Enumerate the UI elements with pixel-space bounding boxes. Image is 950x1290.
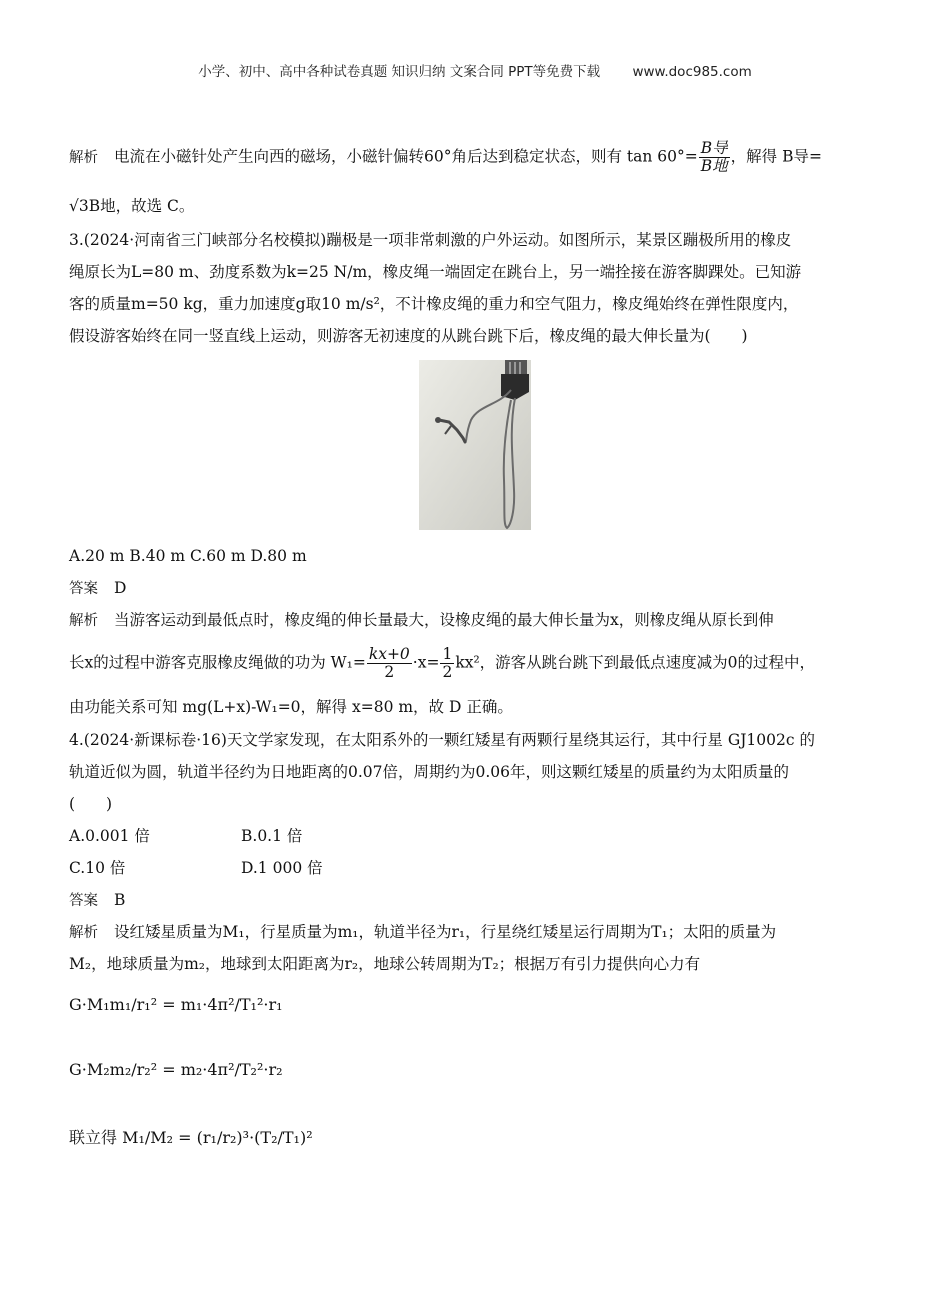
- q4-option-b: B.0.1 倍: [241, 827, 303, 845]
- q3-answer-value: D: [114, 579, 127, 597]
- q2-fraction: [699, 140, 730, 175]
- bungee-photo: [419, 360, 531, 530]
- page-header: [0, 60, 950, 80]
- q3-answer: [69, 572, 884, 605]
- analysis-label: 解析: [69, 613, 98, 629]
- q3-analysis-line3: 由功能关系可知 mg(L+x)-W₁=0，解得 x=80 m，故 D 正确。: [69, 698, 513, 716]
- q3-analysis-a2-mid: ·x=: [412, 653, 440, 672]
- q3-line2: 绳原长为L=80 m、劲度系数为k=25 N/m，橡皮绳一端固定在跳台上，另一端拴接在游客脚踝处。已知游: [69, 263, 802, 281]
- q3-analysis-line2: [69, 646, 884, 681]
- q4-options-row2: [69, 852, 884, 884]
- q2-analysis-line2: [69, 190, 884, 222]
- q4-line2: 轨道近似为圆，轨道半径约为日地距离的0.07倍，周期约为0.06年，则这颗红矮星的质量约为太阳质量的: [69, 763, 790, 781]
- analysis-label: 解析: [69, 149, 98, 166]
- equation-1: G·M₁m₁/r₁² = m₁·4π²/T₁²·r₁: [69, 995, 283, 1014]
- q2-analysis-text-a: 电流在小磁针处产生向西的磁场，小磁针偏转60°角后达到稳定状态，则有 tan 60°=: [114, 147, 698, 166]
- q3-stem: [69, 224, 884, 352]
- header-site: www.doc985.com: [632, 64, 752, 80]
- q3-line3: 客的质量m=50 kg，重力加速度g取10 m/s²，不计橡皮绳的重力和空气阻力，橡皮绳始终在弹性限度内，: [69, 295, 799, 313]
- q2-analysis: [69, 140, 884, 175]
- q4-answer: [69, 884, 884, 917]
- q4-analysis-line2: M₂，地球质量为m₂，地球到太阳距离为r₂，地球公转周期为T₂；根据万有引力提供向心力有: [69, 955, 701, 973]
- q4-option-c: C.10 倍: [69, 859, 126, 877]
- equation-3: 联立得 M₁/M₂ = (r₁/r₂)³·(T₂/T₁)²: [69, 1128, 313, 1147]
- q3-half-den: 2: [442, 663, 453, 682]
- q4-line3: ( ): [69, 795, 113, 813]
- header-text: 小学、初中、高中各种试卷真题 知识归纳 文案合同 PPT等免费下载: [198, 64, 601, 80]
- q3-work-fraction: [367, 646, 412, 681]
- q3-frac-den: 2: [384, 663, 395, 682]
- q3-analysis: [69, 604, 884, 637]
- analysis-label: 解析: [69, 925, 98, 941]
- q3-frac-num: kx+0: [368, 645, 410, 663]
- q2-analysis-text-c: √3B地，故选 C。: [69, 197, 195, 215]
- q3-half-num: 1: [442, 645, 453, 663]
- q3-line1: 3.(2024·河南省三门峡部分名校模拟)蹦极是一项非常刺激的户外运动。如图所示，某景区蹦极所用的橡皮: [69, 231, 792, 249]
- q4-analysis: [69, 916, 884, 949]
- q3-half-fraction: [440, 646, 454, 681]
- equation-2: G·M₂m₂/r₂² = m₂·4π²/T₂²·r₂: [69, 1060, 283, 1079]
- q2-frac-den: B地: [700, 157, 728, 176]
- q4-stem: [69, 724, 884, 820]
- answer-label: 答案: [69, 893, 98, 909]
- q4-option-a: A.0.001 倍: [69, 827, 150, 845]
- q3-analysis-a2-pre: 长x的过程中游客克服橡皮绳做的功为 W₁=: [69, 653, 366, 672]
- q3-analysis-a1: 当游客运动到最低点时，橡皮绳的伸长量最大，设橡皮绳的最大伸长量为x，则橡皮绳从原长到伸: [114, 611, 774, 629]
- q3-analysis-a2-post: kx²，游客从跳台跳下到最低点速度减为0的过程中，: [455, 653, 816, 672]
- q4-options-row1: [69, 820, 884, 852]
- q4-analysis-a1: 设红矮星质量为M₁，行星质量为m₁，轨道半径为r₁，行星绕红矮星运行周期为T₁；太阳的质量为: [114, 923, 777, 941]
- q3-line4: 假设游客始终在同一竖直线上运动，则游客无初速度的从跳台跳下后，橡皮绳的最大伸长量为( ): [69, 327, 748, 345]
- answer-label: 答案: [69, 581, 98, 597]
- q2-analysis-text-b: ，解得 B导=: [730, 147, 822, 166]
- q4-answer-value: B: [114, 891, 126, 909]
- q4-option-d: D.1 000 倍: [241, 859, 323, 877]
- q3-options: A.20 m B.40 m C.60 m D.80 m: [69, 547, 307, 565]
- q2-frac-num: B导: [700, 139, 728, 157]
- q4-line1: 4.(2024·新课标卷·16)天文学家发现，在太阳系外的一颗红矮星有两颗行星绕其运行，其中行星 GJ1002c 的: [69, 731, 815, 749]
